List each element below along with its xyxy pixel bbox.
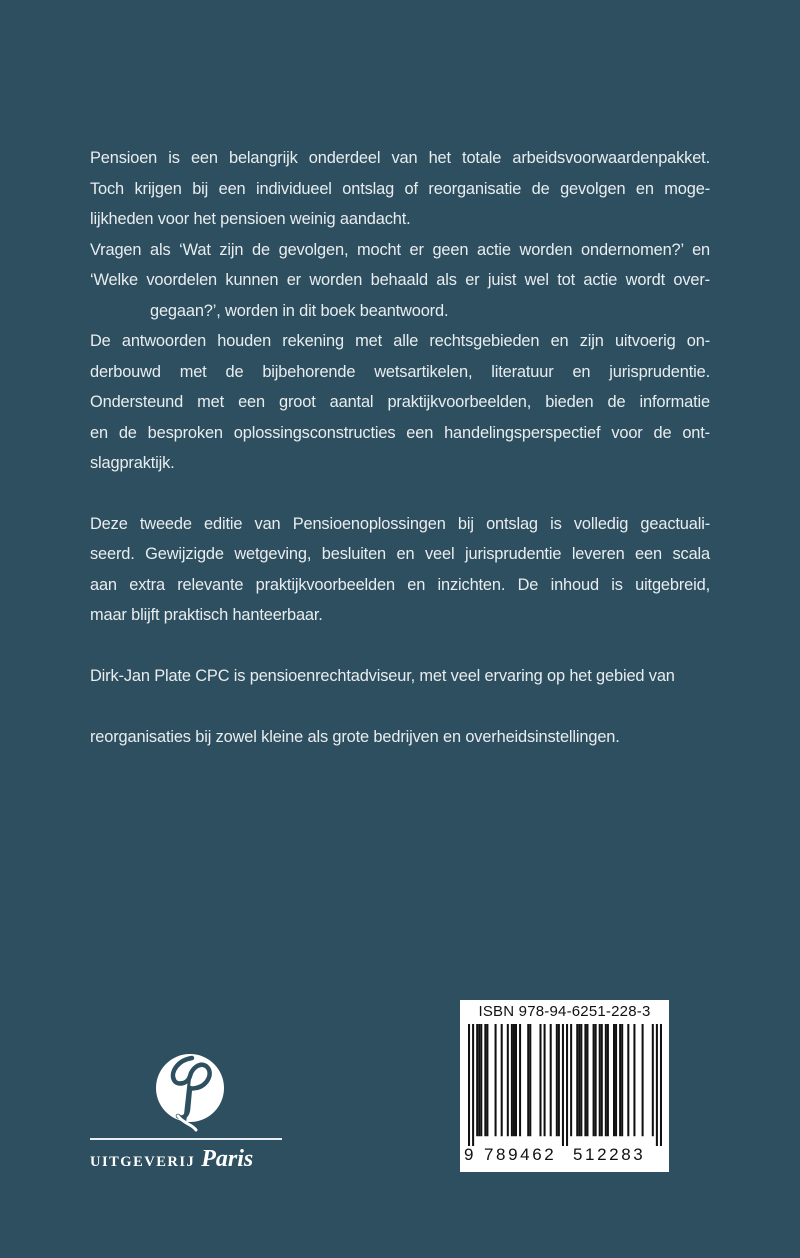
barcode-bar (607, 1024, 609, 1136)
barcode-bar (558, 1024, 560, 1136)
line: De antwoorden houden rekening met alle rechtsgebieden en zijn uitvoerig on- (90, 332, 710, 350)
barcode-bar (586, 1024, 588, 1136)
barcode-bar (656, 1024, 658, 1146)
barcode-bar (652, 1024, 654, 1136)
line: Vragen als ‘Wat zijn de gevolgen, mocht er geen actie worden ondernomen?’ en (90, 240, 710, 259)
publisher-prefix: UITGEVERIJ (90, 1154, 196, 1170)
barcode-bar (642, 1024, 644, 1136)
line: derbouwd met de bijbehorende wetsartikelen, literatuur en jurisprudentie. (90, 362, 710, 381)
publisher-name (90, 1146, 290, 1173)
barcode-bar (486, 1024, 488, 1136)
barcode-bar (584, 1024, 586, 1136)
publisher-logo (90, 1050, 282, 1180)
barcode-bar (580, 1024, 582, 1136)
barcode-bar (511, 1024, 513, 1136)
barcode-bar (515, 1024, 517, 1136)
barcode-bar (468, 1024, 470, 1146)
barcode-bar (601, 1024, 603, 1136)
back-cover-blurb (90, 143, 710, 752)
barcode-bar (527, 1024, 529, 1136)
barcode-bar (529, 1024, 531, 1136)
line: gegaan?’, worden in dit boek beantwoord. (150, 301, 449, 320)
line: ‘Welke voordelen kunnen er worden behaald als er juist wel tot actie wordt over- (90, 271, 710, 289)
barcode-bar (478, 1024, 480, 1136)
barcode-bar (595, 1024, 597, 1136)
barcode-bar (562, 1024, 564, 1146)
logo-divider (90, 1138, 282, 1140)
barcode-bar (501, 1024, 503, 1136)
paragraph-answers (90, 326, 710, 479)
barcode-digits-right: 512283 (573, 1145, 646, 1164)
barcode-bar (615, 1024, 617, 1136)
line: Deze tweede editie van Pensioenoplossingen bij ontslag is volledig geactuali- (90, 514, 710, 533)
line: Ondersteund met een groot aantal praktijkvoorbeelden, bieden de informatie (90, 393, 710, 411)
p-monogram-icon (148, 1050, 232, 1134)
line: seerd. Gewijzigde wetgeving, besluiten en veel jurisprudentie leveren een scala (90, 545, 710, 563)
barcode-bar (619, 1024, 621, 1136)
barcode-bar (566, 1024, 568, 1146)
barcode-bar (633, 1024, 635, 1136)
line: en de besproken oplossingsconstructies een handelingsperspectief voor de ont- (90, 423, 710, 442)
line: Toch krijgen bij een individueel ontslag of reorganisatie de gevolgen en moge- (90, 179, 710, 198)
barcode-bar (593, 1024, 595, 1136)
barcode-digits-left: 789462 (484, 1145, 557, 1164)
barcode-bar (556, 1024, 558, 1136)
barcode-bar (472, 1024, 474, 1146)
isbn-label: ISBN 978-94-6251-228-3 (478, 1003, 651, 1020)
barcode-bar (578, 1024, 580, 1136)
line: lijkheden voor het pensioen weinig aandacht. (90, 210, 411, 228)
barcode-bar (480, 1024, 482, 1136)
barcode-bar (507, 1024, 509, 1136)
barcode-bar (513, 1024, 515, 1136)
isbn-barcode (460, 1000, 669, 1172)
barcode-bar (660, 1024, 662, 1146)
barcode-bar (495, 1024, 497, 1136)
barcode-digit-first: 9 (464, 1145, 474, 1164)
paragraph-edition (90, 509, 710, 631)
barcode-bar (576, 1024, 578, 1136)
barcode-bar (476, 1024, 478, 1136)
line: reorganisaties bij zowel kleine als grote bedrijven en overheidsinstellingen. (90, 727, 620, 746)
barcode-bar (613, 1024, 615, 1136)
barcode-bar (519, 1024, 521, 1136)
publisher-main: Paris (201, 1146, 254, 1172)
barcode-bar (550, 1024, 552, 1136)
line: slagpraktijk. (90, 454, 175, 472)
paragraph-author (90, 661, 710, 753)
barcode-bar (544, 1024, 546, 1136)
line: Dirk-Jan Plate CPC is pensioenrechtadviseur, met veel ervaring op het gebied van (90, 666, 675, 685)
barcode-bar (539, 1024, 541, 1136)
barcode-bar (605, 1024, 607, 1136)
barcode-bar (484, 1024, 486, 1136)
barcode-bars (468, 1024, 662, 1146)
line: aan extra relevante praktijkvoorbeelden en inzichten. De inhoud is uitgebreid, (90, 575, 710, 594)
barcode-bar (599, 1024, 601, 1136)
barcode-bar (621, 1024, 623, 1136)
barcode-digits (460, 1145, 669, 1169)
line: Pensioen is een belangrijk onderdeel van het totale arbeidsvoorwaardenpakket. (90, 149, 710, 167)
paragraph-questions (90, 235, 710, 327)
line: maar blijft praktisch hanteerbaar. (90, 606, 323, 624)
paragraph-intro (90, 143, 710, 235)
barcode-bar (570, 1024, 572, 1136)
barcode-bar (627, 1024, 629, 1136)
